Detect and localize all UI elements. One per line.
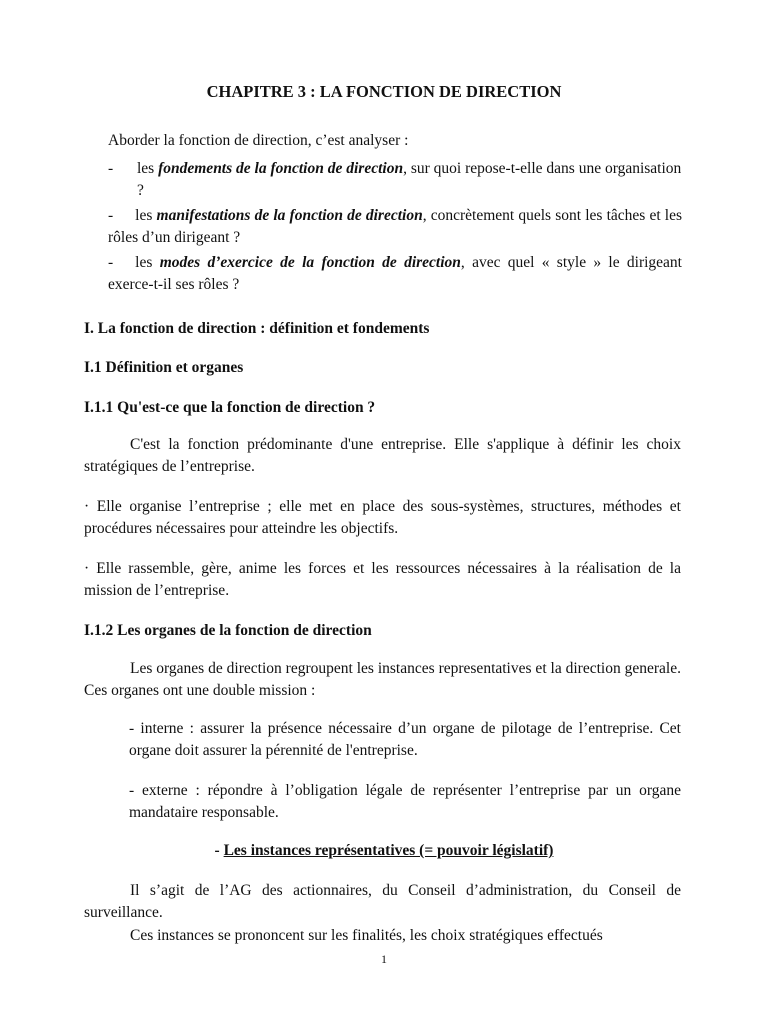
bullet-item-2: - les manifestations de la fonction de direction, concrètement quels sont les tâches et les rôles d’un dirigeant ? (108, 207, 683, 246)
paragraph: Les organes de direction regroupent les instances representatives et la direction generale. Ces organes ont une double mission : (84, 660, 681, 699)
page-number: 1 (381, 952, 387, 966)
instances-heading (0, 840, 768, 862)
mission-item-interne: - interne : assurer la présence nécessaire d’un organe de pilotage de l’entreprise. Cet organe doit assurer la pérennité de l'entreprise. (129, 720, 681, 759)
section-heading-1-1-1: I.1.1 Qu'est-ce que la fonction de direction ? (84, 399, 376, 416)
bullet-emphasis: manifestations de la fonction de direction (156, 207, 423, 224)
paragraph: · Elle organise l’entreprise ; elle met en place des sous-systèmes, structures, méthodes et procédures nécessaires pour atteindre les objectifs. (84, 498, 681, 537)
paragraph: Ces instances se prononcent sur les finalités, les choix stratégiques effectués (130, 927, 603, 944)
paragraph: Il s’agit de l’AG des actionnaires, du Conseil d’administration, du Conseil de surveillance. (84, 882, 681, 921)
bullet-text: les fondements de la fonction de direction, sur quoi repose-t-elle dans une organisation ? (137, 160, 682, 199)
bullet-emphasis: modes d’exercice de la fonction de direction (159, 254, 461, 271)
section-heading-1-1: I.1 Définition et organes (84, 359, 244, 376)
bullet-item-1 (108, 158, 682, 202)
section-heading-1: I. La fonction de direction : définition et fondements (84, 320, 430, 337)
mission-item-externe: - externe : répondre à l’obligation légale de représenter l’entreprise par un organe mandataire responsable. (129, 782, 681, 821)
bullet-emphasis: fondements de la fonction de direction (158, 160, 404, 177)
bullet-dash: - (108, 254, 114, 271)
bullet-item-3: - les modes d’exercice de la fonction de direction, avec quel « style » le dirigeant exerce-t-il ses rôles ? (108, 254, 682, 293)
paragraph: C'est la fonction prédominante d'une entreprise. Elle s'applique à définir les choix stratégiques de l’entreprise. (84, 436, 681, 475)
page-title: CHAPITRE 3 : LA FONCTION DE DIRECTION (206, 82, 562, 101)
instances-dash: - (214, 842, 224, 859)
paragraph: · Elle rassemble, gère, anime les forces et les ressources nécessaires à la réalisation de la mission de l’entreprise. (84, 560, 681, 599)
intro-text: Aborder la fonction de direction, c’est analyser : (108, 132, 409, 149)
bullet-dash: - (108, 207, 114, 224)
section-heading-1-1-2: I.1.2 Les organes de la fonction de direction (84, 622, 372, 639)
instances-heading-text: Les instances représentatives (= pouvoir législatif) (223, 842, 554, 859)
bullet-dash: - (108, 160, 114, 177)
